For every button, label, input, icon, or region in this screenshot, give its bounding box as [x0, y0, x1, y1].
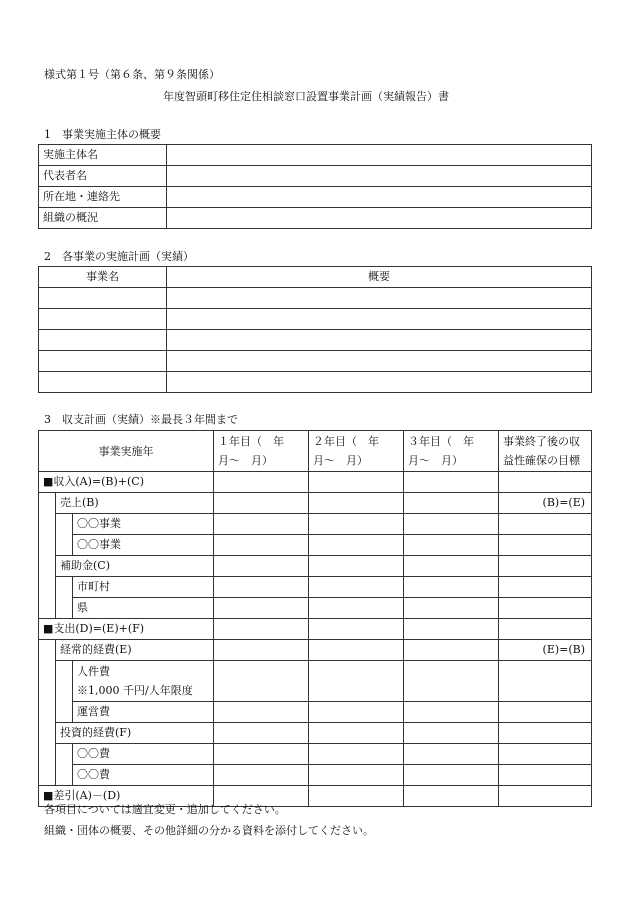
- table-row: [39, 661, 592, 702]
- document-title: 年度智頭町移住定住相談窓口設置事業計画（実績報告）書: [163, 90, 449, 103]
- budget-table: [38, 430, 592, 807]
- row-subsidy: 補助金(C): [56, 556, 214, 577]
- project-name-cell[interactable]: [39, 330, 167, 351]
- section1-heading: 1 事業実施主体の概要: [44, 128, 161, 141]
- table-row: [39, 493, 592, 514]
- project-summary-cell[interactable]: [167, 372, 592, 393]
- column-summary: 概要: [167, 267, 592, 288]
- row-income: ■収入(A)=(B)+(C): [39, 472, 214, 493]
- organization-table: [38, 144, 592, 229]
- row-prefecture: 県: [73, 598, 214, 619]
- column-profitability-goal: 事業終了後の収 益性確保の目標: [499, 431, 592, 472]
- table-row: [39, 351, 592, 372]
- organization-name-field[interactable]: [167, 145, 592, 166]
- row-expense: ■支出(D)=(E)+(F): [39, 619, 214, 640]
- organization-overview-field[interactable]: [167, 208, 592, 229]
- label-organization-overview: 組織の概況: [39, 208, 167, 229]
- project-summary-cell[interactable]: [167, 351, 592, 372]
- row-business-1: 〇〇事業: [73, 514, 214, 535]
- note-1: 各項目については適宜変更・追加してください。: [44, 803, 286, 816]
- table-row: [39, 640, 592, 661]
- row-cost-2: 〇〇費: [73, 765, 214, 786]
- label-organization-name: 実施主体名: [39, 145, 167, 166]
- row-investment-cost: 投資的経費(F): [56, 723, 214, 744]
- project-name-cell[interactable]: [39, 309, 167, 330]
- table-row: [39, 598, 592, 619]
- sales-goal: (B)=(E): [499, 493, 592, 514]
- table-row: [39, 372, 592, 393]
- project-name-cell[interactable]: [39, 288, 167, 309]
- column-year3: ３年目（ 年 月～ 月）: [404, 431, 499, 472]
- project-summary-cell[interactable]: [167, 288, 592, 309]
- table-row: [39, 619, 592, 640]
- row-business-2: 〇〇事業: [73, 535, 214, 556]
- project-summary-cell[interactable]: [167, 309, 592, 330]
- table-row: [39, 765, 592, 786]
- table-row: [39, 723, 592, 744]
- column-year2: ２年目（ 年 月～ 月）: [309, 431, 404, 472]
- row-recurring-cost: 経常的経費(E): [56, 640, 214, 661]
- section3-heading: 3 収支計画（実績）※最長３年間まで: [44, 413, 238, 426]
- label-representative: 代表者名: [39, 166, 167, 187]
- table-row: [39, 514, 592, 535]
- table-row: [39, 472, 592, 493]
- project-name-cell[interactable]: [39, 372, 167, 393]
- project-plan-table: [38, 266, 592, 393]
- column-project-year: 事業実施年: [39, 431, 214, 472]
- project-summary-cell[interactable]: [167, 330, 592, 351]
- recurring-goal: (E)=(B): [499, 640, 592, 661]
- table-row: [39, 556, 592, 577]
- section2-heading: 2 各事業の実施計画（実績）: [44, 250, 194, 263]
- project-name-cell[interactable]: [39, 351, 167, 372]
- column-year1: １年目（ 年 月～ 月）: [214, 431, 309, 472]
- table-row: [39, 309, 592, 330]
- representative-field[interactable]: [167, 166, 592, 187]
- table-row: [39, 702, 592, 723]
- row-personnel-cost: 人件費 ※1,000 千円/人年限度: [73, 661, 214, 702]
- table-row: [39, 288, 592, 309]
- row-balance: ■差引(A)－(D): [39, 786, 214, 807]
- table-row: [39, 535, 592, 556]
- note-2: 組織・団体の概要、その他詳細の分かる資料を添付してください。: [44, 824, 374, 837]
- table-row: [39, 330, 592, 351]
- row-municipality: 市町村: [73, 577, 214, 598]
- row-cost-1: 〇〇費: [73, 744, 214, 765]
- label-address-contact: 所在地・連絡先: [39, 187, 167, 208]
- form-number: 様式第１号（第６条、第９条関係）: [44, 68, 220, 81]
- row-sales: 売上(B): [56, 493, 214, 514]
- table-row: [39, 577, 592, 598]
- address-contact-field[interactable]: [167, 187, 592, 208]
- row-operating-cost: 運営費: [73, 702, 214, 723]
- table-row: [39, 744, 592, 765]
- column-project-name: 事業名: [39, 267, 167, 288]
